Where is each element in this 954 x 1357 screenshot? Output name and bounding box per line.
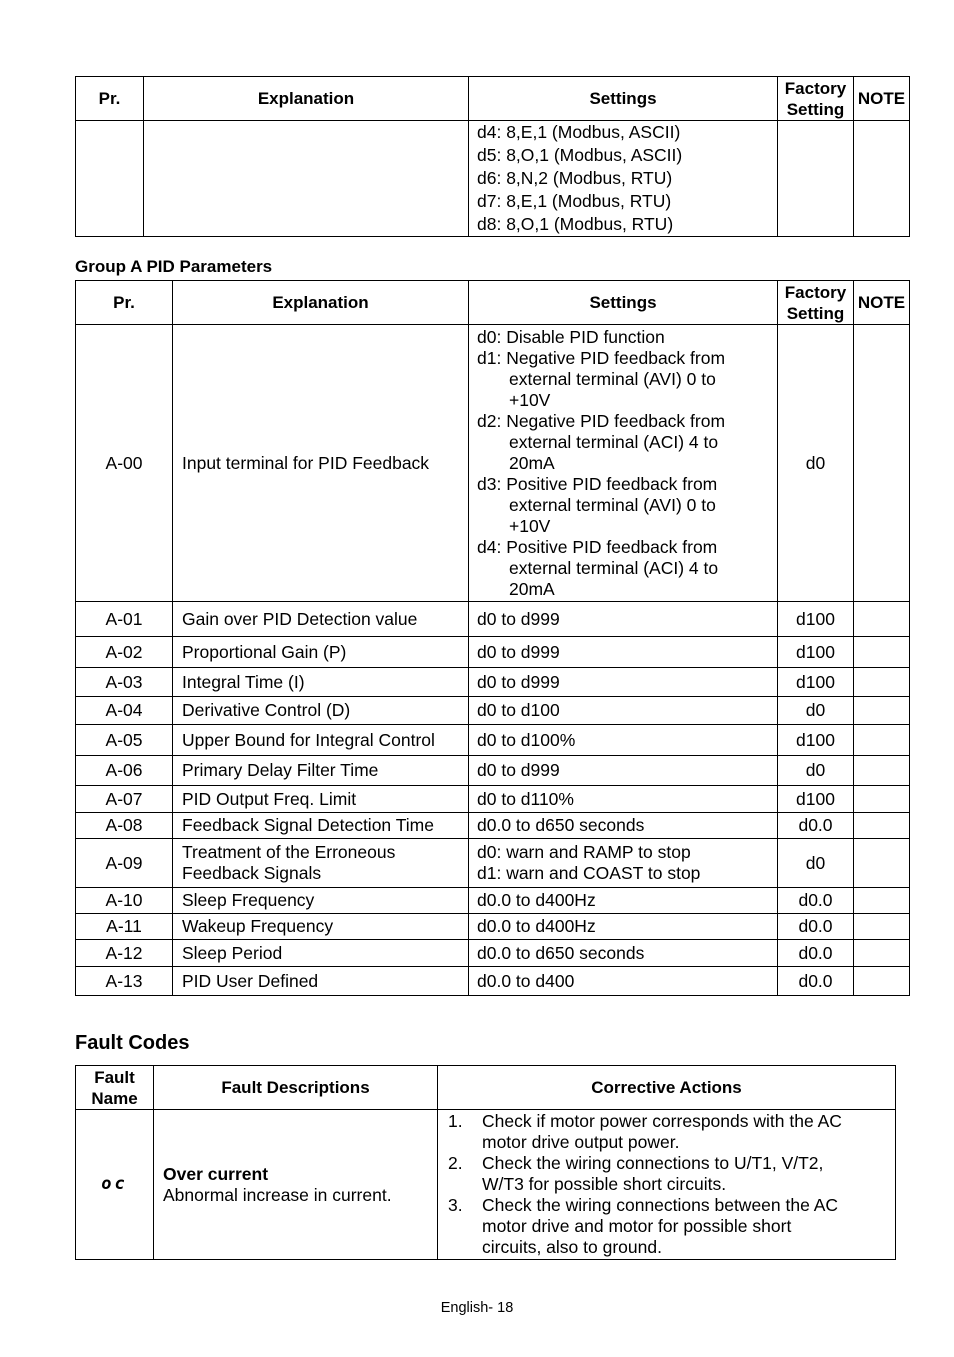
- note-cell: [854, 813, 910, 839]
- factory-setting-cell: d0.0: [778, 940, 854, 967]
- settings-line: d7: 8,E,1 (Modbus, RTU): [477, 191, 672, 211]
- table-row: [76, 888, 910, 914]
- settings-line: d1: warn and COAST to stop: [477, 863, 701, 883]
- table-row: [76, 637, 910, 668]
- fault-codes-table: [75, 1065, 896, 1260]
- table-row: [76, 756, 910, 786]
- header-factory-setting: [778, 77, 854, 121]
- header-settings: Settings: [469, 77, 778, 121]
- table-row: [76, 940, 910, 967]
- settings-line: d0.0 to d650 seconds: [477, 815, 645, 835]
- settings-cell: [469, 697, 778, 725]
- header-text: Factory: [784, 282, 847, 302]
- explanation-cell: [173, 940, 469, 967]
- header-text: Fault: [94, 1067, 135, 1087]
- explanation-cell: [173, 914, 469, 940]
- factory-setting-cell: d0.0: [778, 914, 854, 940]
- explanation-line: Sleep Period: [182, 942, 283, 963]
- explanation-line: PID Output Freq. Limit: [182, 788, 357, 809]
- settings-line-continued: +10V: [509, 389, 551, 410]
- settings-cell: [469, 888, 778, 914]
- fault-description-cell: [154, 1110, 438, 1260]
- header-pr: Pr.: [76, 281, 173, 325]
- factory-setting-cell: d100: [778, 637, 854, 668]
- settings-cell: [469, 914, 778, 940]
- settings-line-continued: 20mA: [509, 452, 555, 473]
- pr-cell: [76, 121, 144, 237]
- settings-cell: [469, 940, 778, 967]
- settings-line: d2: Negative PID feedback from: [477, 410, 726, 431]
- header-text: Setting: [786, 303, 845, 323]
- explanation-line: Treatment of the Erroneous: [182, 842, 396, 862]
- pr-cell: A-12: [76, 940, 173, 967]
- note-cell: [854, 940, 910, 967]
- settings-line: d1: Negative PID feedback from: [477, 347, 726, 368]
- settings-line: d0.0 to d400: [477, 970, 575, 991]
- note-cell: [854, 914, 910, 940]
- explanation-line: Wakeup Frequency: [182, 916, 334, 936]
- settings-line: d0 to d110%: [477, 788, 574, 809]
- settings-line: d0 to d999: [477, 641, 560, 662]
- factory-setting-cell: d100: [778, 786, 854, 813]
- pr-cell: A-05: [76, 725, 173, 756]
- table-row: [76, 725, 910, 756]
- action-line: Check the wiring connections to U/T1, V/T2,: [482, 1153, 824, 1173]
- note-cell: [854, 725, 910, 756]
- explanation-line: Proportional Gain (P): [182, 641, 347, 662]
- header-settings: Settings: [469, 281, 778, 325]
- table-header-row: [76, 281, 910, 325]
- settings-line-continued: 20mA: [509, 578, 555, 599]
- header-text: Setting: [786, 99, 845, 119]
- table-row: [76, 121, 910, 237]
- factory-setting-cell: d0: [778, 697, 854, 725]
- settings-cell: [469, 725, 778, 756]
- settings-line: d4: Positive PID feedback from: [477, 536, 718, 557]
- table-row: [76, 786, 910, 813]
- explanation-line: Sleep Frequency: [182, 890, 315, 910]
- settings-line: d3: Positive PID feedback from: [477, 473, 718, 494]
- fault-name-code: oc: [76, 1110, 154, 1260]
- header-pr: Pr.: [76, 77, 144, 121]
- explanation-cell: [173, 888, 469, 914]
- pr-cell: A-01: [76, 602, 173, 637]
- section-title-group-a: Group A PID Parameters: [75, 257, 273, 276]
- table-header-row: [76, 1066, 896, 1110]
- communication-settings-table: [75, 76, 910, 237]
- factory-setting-cell: d0: [778, 839, 854, 888]
- pr-cell: A-08: [76, 813, 173, 839]
- header-fault-name: [76, 1066, 154, 1110]
- settings-line: d0 to d999: [477, 760, 560, 780]
- section-title-fault-codes: Fault Codes: [75, 1032, 190, 1054]
- pr-cell: A-10: [76, 888, 173, 914]
- action-line: W/T3 for possible short circuits.: [482, 1174, 727, 1194]
- header-text: Name: [91, 1088, 138, 1108]
- explanation-cell: [173, 697, 469, 725]
- settings-line-continued: external terminal (AVI) 0 to: [509, 494, 716, 515]
- settings-line: d6: 8,N,2 (Modbus, RTU): [477, 168, 673, 188]
- action-item: [438, 1195, 895, 1258]
- explanation-cell: [173, 325, 469, 602]
- factory-setting-cell: d0.0: [778, 813, 854, 839]
- explanation-line: Upper Bound for Integral Control: [182, 729, 435, 750]
- action-line: Check the wiring connections between the AC: [482, 1195, 839, 1215]
- explanation-cell: [173, 813, 469, 839]
- explanation-cell: [173, 725, 469, 756]
- pr-cell: A-04: [76, 697, 173, 725]
- action-number: 3.: [448, 1195, 463, 1215]
- settings-line: d0.0 to d400Hz: [477, 890, 596, 910]
- header-explanation: Explanation: [173, 281, 469, 325]
- header-note: NOTE: [854, 281, 910, 325]
- explanation-cell: [173, 756, 469, 786]
- fault-description-title: Over current: [163, 1163, 269, 1184]
- pr-cell: A-11: [76, 914, 173, 940]
- factory-setting-cell: d0.0: [778, 888, 854, 914]
- note-cell: [854, 602, 910, 637]
- pr-cell: A-02: [76, 637, 173, 668]
- settings-cell: [469, 325, 778, 602]
- factory-setting-cell: d100: [778, 602, 854, 637]
- explanation-cell: [173, 602, 469, 637]
- settings-line: d0: warn and RAMP to stop: [477, 842, 691, 862]
- settings-cell: [469, 967, 778, 996]
- settings-line-continued: +10V: [509, 515, 551, 536]
- action-item: [438, 1153, 895, 1195]
- note-cell: [854, 668, 910, 697]
- settings-line-continued: external terminal (ACI) 4 to: [509, 431, 719, 452]
- table-row: [76, 839, 910, 888]
- note-cell: [854, 121, 910, 237]
- note-cell: [854, 967, 910, 996]
- explanation-cell: [173, 839, 469, 888]
- settings-line: d5: 8,O,1 (Modbus, ASCII): [477, 145, 683, 165]
- action-number: 1.: [448, 1111, 463, 1131]
- explanation-line: Feedback Signal Detection Time: [182, 815, 434, 835]
- table-row: [76, 668, 910, 697]
- explanation-line: Feedback Signals: [182, 863, 322, 883]
- header-corrective-actions: Corrective Actions: [438, 1066, 896, 1110]
- explanation-cell: [173, 668, 469, 697]
- header-fault-descriptions: Fault Descriptions: [154, 1066, 438, 1110]
- settings-line: d0 to d999: [477, 671, 560, 692]
- note-cell: [854, 839, 910, 888]
- settings-cell: [469, 121, 778, 237]
- action-line: circuits, also to ground.: [482, 1237, 662, 1257]
- settings-cell: [469, 839, 778, 888]
- header-text: Factory: [784, 78, 847, 98]
- settings-cell: [469, 668, 778, 697]
- pr-cell: A-03: [76, 668, 173, 697]
- note-cell: [854, 325, 910, 602]
- factory-setting-cell: d0.0: [778, 967, 854, 996]
- action-text: [482, 1111, 842, 1153]
- header-factory-setting: [778, 281, 854, 325]
- table-row: [76, 325, 910, 602]
- pr-cell: A-00: [76, 325, 173, 602]
- settings-cell: [469, 813, 778, 839]
- action-text: [482, 1153, 823, 1195]
- settings-line: d0.0 to d650 seconds: [477, 942, 645, 963]
- settings-line: d4: 8,E,1 (Modbus, ASCII): [477, 122, 681, 142]
- action-line: motor drive and motor for possible short: [482, 1216, 792, 1236]
- settings-line-continued: external terminal (ACI) 4 to: [509, 557, 719, 578]
- table-row: [76, 697, 910, 725]
- note-cell: [854, 637, 910, 668]
- settings-cell: [469, 756, 778, 786]
- factory-setting-cell: d0: [778, 325, 854, 602]
- explanation-line: Primary Delay Filter Time: [182, 760, 379, 780]
- explanation-line: Derivative Control (D): [182, 700, 351, 720]
- table-row: [76, 602, 910, 637]
- settings-line-continued: external terminal (AVI) 0 to: [509, 368, 716, 389]
- factory-setting-cell: d100: [778, 668, 854, 697]
- settings-line: d0.0 to d400Hz: [477, 916, 596, 936]
- settings-cell: [469, 786, 778, 813]
- table-header-row: [76, 77, 910, 121]
- factory-cell: [778, 121, 854, 237]
- explanation-line: Input terminal for PID Feedback: [182, 452, 430, 473]
- pr-cell: A-13: [76, 967, 173, 996]
- page-footer: English- 18: [440, 1300, 514, 1316]
- table-row: [76, 914, 910, 940]
- table-row: [76, 967, 910, 996]
- action-number: 2.: [448, 1153, 463, 1173]
- header-note: NOTE: [854, 77, 910, 121]
- settings-line: d0: Disable PID function: [477, 326, 665, 347]
- action-line: motor drive output power.: [482, 1132, 680, 1152]
- factory-setting-cell: d100: [778, 725, 854, 756]
- settings-line: d0 to d999: [477, 608, 560, 629]
- explanation-line: PID User Defined: [182, 970, 319, 991]
- group-a-pid-table: [75, 280, 910, 996]
- action-line: Check if motor power corresponds with the AC: [482, 1111, 842, 1131]
- explanation-line: Gain over PID Detection value: [182, 608, 418, 629]
- table-row: [76, 1110, 896, 1260]
- note-cell: [854, 786, 910, 813]
- pr-cell: A-09: [76, 839, 173, 888]
- table-row: [76, 813, 910, 839]
- explanation-cell: [173, 786, 469, 813]
- pr-cell: A-06: [76, 756, 173, 786]
- settings-line: d0 to d100%: [477, 729, 576, 750]
- pr-cell: A-07: [76, 786, 173, 813]
- settings-line: d8: 8,O,1 (Modbus, RTU): [477, 214, 674, 234]
- explanation-cell: [144, 121, 469, 237]
- action-item: [438, 1111, 895, 1153]
- settings-cell: [469, 637, 778, 668]
- note-cell: [854, 888, 910, 914]
- note-cell: [854, 756, 910, 786]
- action-text: [482, 1195, 838, 1258]
- explanation-line: Integral Time (I): [182, 671, 305, 692]
- corrective-actions-cell: [438, 1110, 896, 1260]
- note-cell: [854, 697, 910, 725]
- header-explanation: Explanation: [144, 77, 469, 121]
- factory-setting-cell: d0: [778, 756, 854, 786]
- explanation-cell: [173, 967, 469, 996]
- fault-description-text: Abnormal increase in current.: [163, 1184, 392, 1205]
- settings-cell: [469, 602, 778, 637]
- explanation-cell: [173, 637, 469, 668]
- settings-line: d0 to d100: [477, 700, 560, 720]
